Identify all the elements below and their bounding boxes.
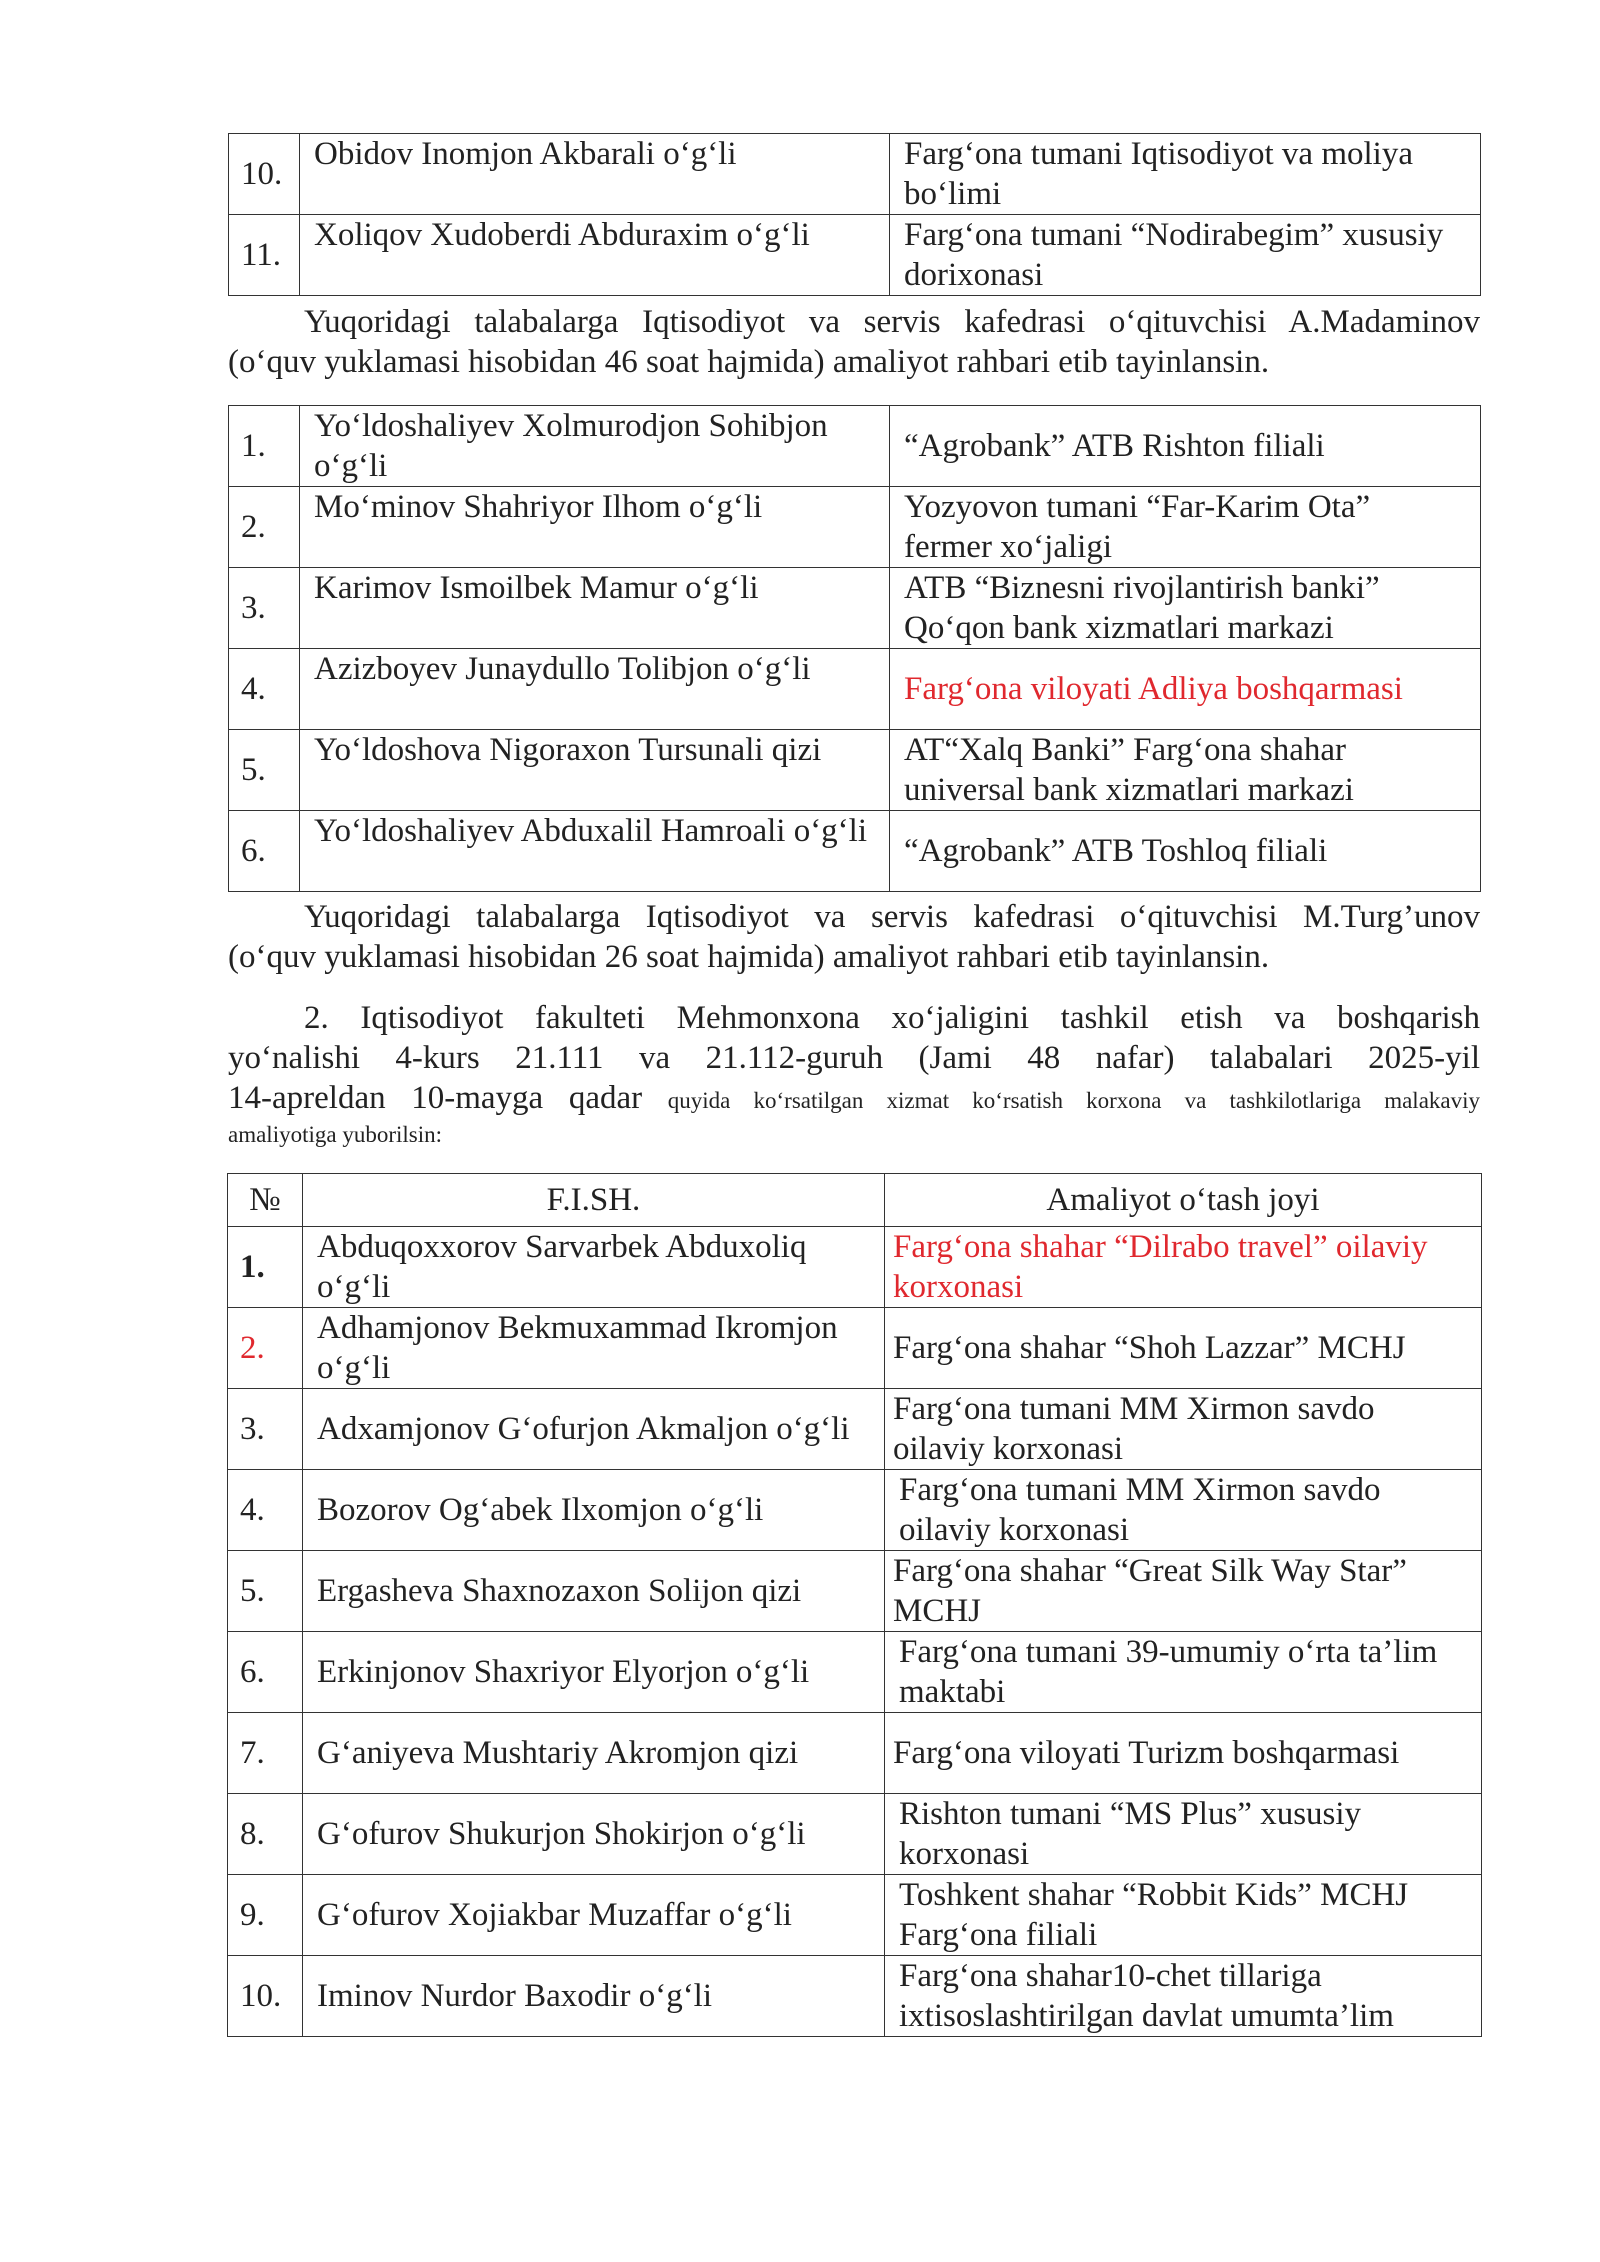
student-name: Xoliqov Xudoberdi Abduraxim o‘g‘li — [300, 215, 890, 296]
paragraph-line: 14-apreldan 10-mayga qada — [228, 1080, 632, 1116]
header-place: Amaliyot o‘tash joyi — [885, 1174, 1482, 1227]
practice-place: Farg‘ona tumani 39-umumiy o‘rta ta’lim maktabi — [885, 1632, 1482, 1713]
table-row — [228, 1632, 1482, 1713]
paragraph-line-small: amaliyotiga yuborilsin: — [228, 1122, 442, 1147]
row-number: 10. — [229, 134, 300, 215]
paragraph-line: 2. Iqtisodiyot fakulteti Mehmonxona xo‘jaligini tashkil etish va boshqarish — [304, 1000, 1480, 1036]
table-header-row — [228, 1174, 1482, 1227]
row-number: 1. — [228, 1227, 303, 1308]
student-name: G‘ofurov Xojiakbar Muzaffar o‘g‘li — [303, 1875, 885, 1956]
student-name: Mo‘minov Shahriyor Ilhom o‘g‘li — [300, 487, 890, 568]
header-name: F.I.SH. — [303, 1174, 885, 1227]
row-number: 8. — [228, 1794, 303, 1875]
practice-place: ATB “Biznesni rivojlantirish banki” Qo‘qon bank xizmatlari markazi — [890, 568, 1481, 649]
table-row — [229, 487, 1481, 568]
row-number: 7. — [228, 1713, 303, 1794]
paragraph-line: (o‘quv yuklamasi hisobidan 46 soat hajmida) amaliyot rahbari etib tayinlansin. — [228, 344, 1270, 380]
practice-place: “Agrobank” ATB Toshloq filiali — [890, 811, 1481, 892]
paragraph-line: (o‘quv yuklamasi hisobidan 26 soat hajmida) amaliyot rahbari etib tayinlansin. — [228, 939, 1270, 975]
practice-place: AT“Xalq Banki” Farg‘ona shahar universal bank xizmatlari markazi — [890, 730, 1481, 811]
row-number: 9. — [228, 1875, 303, 1956]
practice-place: Yozyovon tumani “Far-Karim Ota” fermer xo‘jaligi — [890, 487, 1481, 568]
table-row — [229, 215, 1481, 296]
table-row — [229, 730, 1481, 811]
student-name: Yo‘ldoshaliyev Abduxalil Hamroali o‘g‘li — [300, 811, 890, 892]
student-name: Yo‘ldoshova Nigoraxon Tursunali qizi — [300, 730, 890, 811]
student-name: G‘aniyeva Mushtariy Akromjon qizi — [303, 1713, 885, 1794]
table-row — [228, 1875, 1482, 1956]
row-number: 1. — [229, 406, 300, 487]
table-row — [228, 1389, 1482, 1470]
supervisor-paragraph-1 — [228, 302, 1480, 382]
table-row — [228, 1227, 1482, 1308]
student-name: Iminov Nurdor Baxodir o‘g‘li — [303, 1956, 885, 2037]
practice-place: Farg‘ona viloyati Adliya boshqarmasi — [890, 649, 1481, 730]
practice-place: Farg‘ona shahar “Great Silk Way Star” MCHJ — [885, 1551, 1482, 1632]
table-row — [229, 406, 1481, 487]
paragraph-letter: r — [631, 1080, 643, 1116]
practice-place: Rishton tumani “MS Plus” xususiy korxonasi — [885, 1794, 1482, 1875]
students-table-1 — [228, 133, 1481, 296]
row-number: 3. — [229, 568, 300, 649]
practice-place: Farg‘ona tumani MM Xirmon savdo oilaviy korxonasi — [885, 1389, 1482, 1470]
practice-place: Farg‘ona viloyati Turizm boshqarmasi — [885, 1713, 1482, 1794]
student-name: Erkinjonov Shaxriyor Elyorjon o‘g‘li — [303, 1632, 885, 1713]
header-number: № — [228, 1174, 303, 1227]
student-name: Azizboyev Junaydullo Tolibjon o‘g‘li — [300, 649, 890, 730]
paragraph-line: Yuqoridagi talabalarga Iqtisodiyot va servis kafedrasi o‘qituvchisi A.Madaminov — [304, 304, 1480, 340]
student-name: Yo‘ldoshaliyev Xolmurodjon Sohibjon o‘g‘li — [300, 406, 890, 487]
faculty-paragraph — [228, 998, 1480, 1149]
table-row — [228, 1713, 1482, 1794]
row-number: 10. — [228, 1956, 303, 2037]
table-row — [228, 1956, 1482, 2037]
student-name: Bozorov Og‘abek Ilxomjon o‘g‘li — [303, 1470, 885, 1551]
row-number: 2. — [229, 487, 300, 568]
practice-place: Toshkent shahar “Robbit Kids” MCHJ Farg‘ona filiali — [885, 1875, 1482, 1956]
students-table-3 — [227, 1173, 1482, 2037]
paragraph-line-small: quyida ko‘rsatilgan xizmat ko‘rsatish korxona va tashkilotlariga malakaviy — [667, 1088, 1480, 1113]
row-number: 5. — [229, 730, 300, 811]
student-name: Karimov Ismoilbek Mamur o‘g‘li — [300, 568, 890, 649]
practice-place: “Agrobank” ATB Rishton filiali — [890, 406, 1481, 487]
row-number: 4. — [228, 1470, 303, 1551]
paragraph-line: yo‘nalishi 4-kurs 21.111 va 21.112-guruh (Jami 48 nafar) talabalari 2025-yil — [228, 1040, 1480, 1076]
row-number: 11. — [229, 215, 300, 296]
student-name: G‘ofurov Shukurjon Shokirjon o‘g‘li — [303, 1794, 885, 1875]
row-number: 2. — [228, 1308, 303, 1389]
table-row — [228, 1794, 1482, 1875]
row-number: 4. — [229, 649, 300, 730]
table-row — [229, 134, 1481, 215]
practice-place: Farg‘ona tumani MM Xirmon savdo oilaviy korxonasi — [885, 1470, 1482, 1551]
practice-place: Farg‘ona tumani Iqtisodiyot va moliya bo‘limi — [890, 134, 1481, 215]
table-row — [228, 1470, 1482, 1551]
practice-place: Farg‘ona shahar “Shoh Lazzar” MCHJ — [885, 1308, 1482, 1389]
row-number: 5. — [228, 1551, 303, 1632]
practice-place: Farg‘ona tumani “Nodirabegim” xususiy dorixonasi — [890, 215, 1481, 296]
row-number: 3. — [228, 1389, 303, 1470]
student-name: Abduqoxxorov Sarvarbek Abduxoliq o‘g‘li — [303, 1227, 885, 1308]
supervisor-paragraph-2 — [228, 897, 1480, 977]
table-row — [228, 1308, 1482, 1389]
student-name: Adhamjonov Bekmuxammad Ikromjon o‘g‘li — [303, 1308, 885, 1389]
practice-place: Farg‘ona shahar “Dilrabo travel” oilaviy korxonasi — [885, 1227, 1482, 1308]
student-name: Obidov Inomjon Akbarali o‘g‘li — [300, 134, 890, 215]
table-row — [229, 811, 1481, 892]
table-row — [229, 568, 1481, 649]
student-name: Adxamjonov G‘ofurjon Akmaljon o‘g‘li — [303, 1389, 885, 1470]
practice-place: Farg‘ona shahar10-chet tillariga ixtisoslashtirilgan davlat umumta’lim — [885, 1956, 1482, 2037]
student-name: Ergasheva Shaxnozaxon Solijon qizi — [303, 1551, 885, 1632]
table-row — [228, 1551, 1482, 1632]
students-table-2 — [228, 405, 1481, 892]
paragraph-line: Yuqoridagi talabalarga Iqtisodiyot va servis kafedrasi o‘qituvchisi M.Turg’unov — [304, 899, 1480, 935]
table-row — [229, 649, 1481, 730]
row-number: 6. — [229, 811, 300, 892]
row-number: 6. — [228, 1632, 303, 1713]
